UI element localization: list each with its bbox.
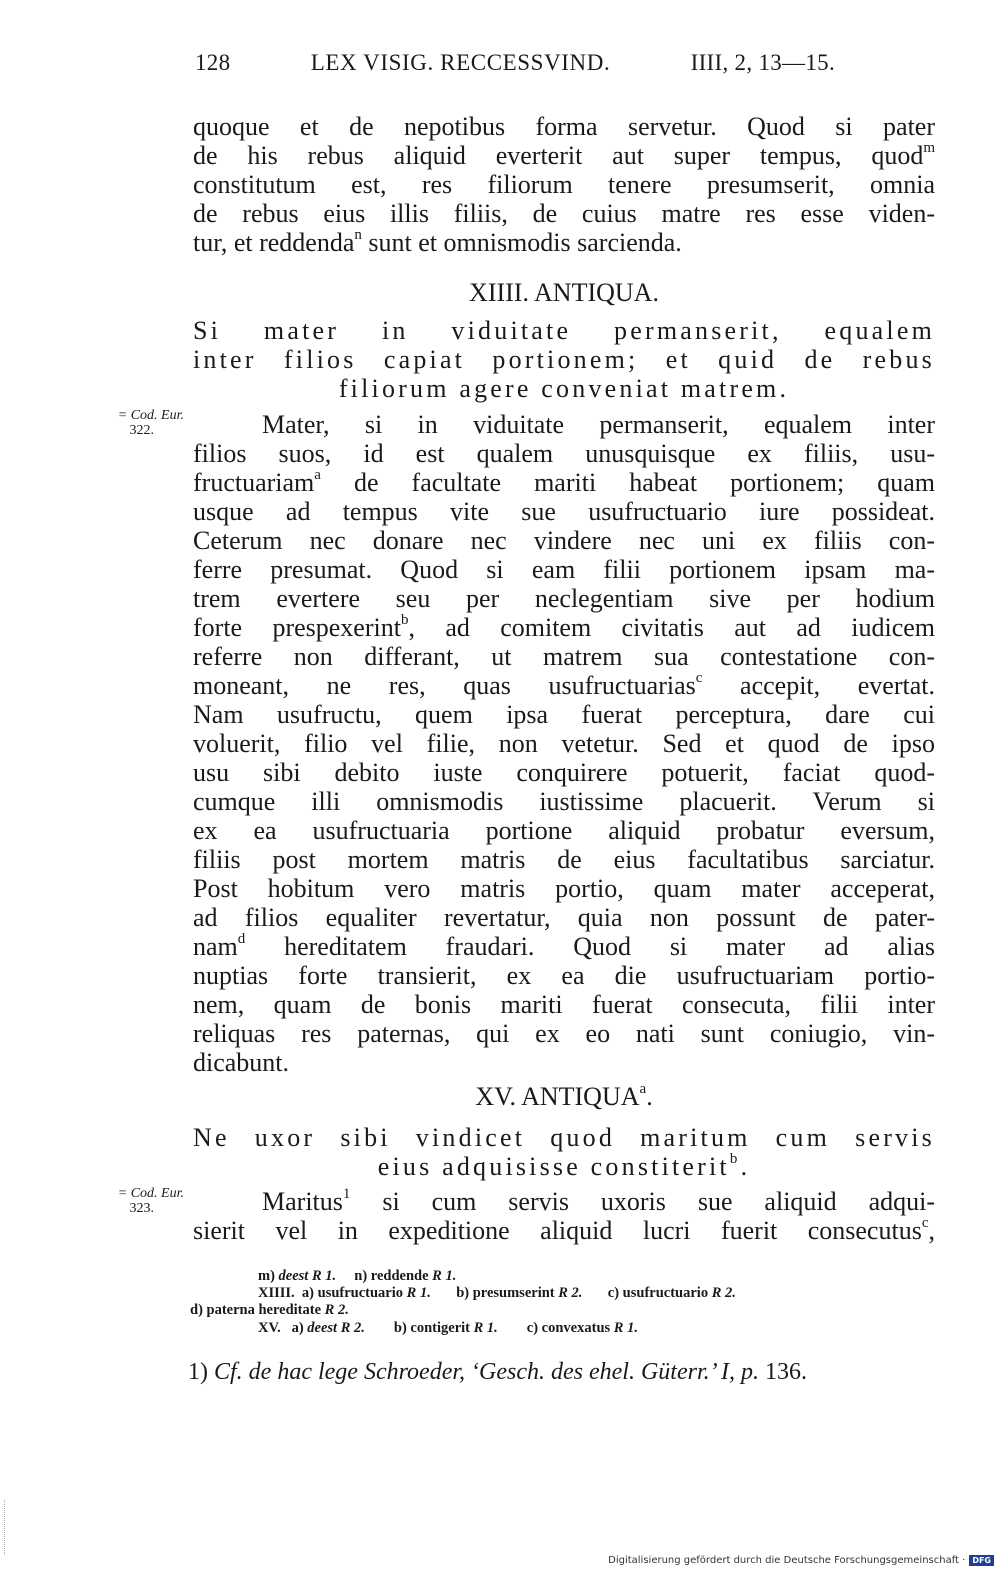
rubric-line: Si mater in viduitate permanserit, equalem bbox=[193, 316, 935, 345]
footnote-mark: a bbox=[639, 1081, 647, 1098]
text-line: referre non differant, ut matrem sua contestatione con- bbox=[193, 642, 935, 671]
rubric-line: Ne uxor sibi vindicet quod maritum cum servis bbox=[193, 1123, 935, 1152]
text-line: Nam usufructu, quem ipsa fuerat perceptura, dare cui bbox=[193, 700, 935, 729]
text-line: Mater, si in viduitate permanserit, equalem inter bbox=[262, 410, 935, 439]
credit-text: Digitalisierung gefördert durch die Deutsche Forschungsgemeinschaft · bbox=[608, 1555, 966, 1566]
text-line: constitutum est, res filiorum tenere presumserit, omnia bbox=[193, 170, 935, 199]
footnote-mark: a bbox=[314, 467, 321, 484]
text-line: nam$^d$ hereditatem fraudari. Quod si mater ad alias bbox=[193, 931, 935, 961]
text-line: fructuariam$^a$ de facultate mariti habeat portionem; quam bbox=[193, 467, 935, 497]
text-line: filiis post mortem matris de eius facultatibus sarciatur. bbox=[193, 845, 935, 874]
section-heading-15: XV. ANTIQUA$^a$. bbox=[475, 1081, 653, 1111]
text-line: Post hobitum vero matris portio, quam mater acceperat, bbox=[193, 874, 935, 903]
apparatus-line: d) paterna hereditate R 2. bbox=[190, 1302, 349, 1318]
text-line: trem evertere seu per neclegentiam sive per hodium bbox=[193, 584, 935, 613]
text-line: cumque illi omnismodis iustissime placuerit. Verum si bbox=[193, 787, 935, 816]
footnote-1 bbox=[188, 1358, 807, 1386]
text-line: usque ad tempus vite sue usufructuario iure possideat. bbox=[193, 497, 935, 526]
apparatus-line: m) deest R 1. n) reddende R 1. bbox=[258, 1268, 457, 1284]
text-line: dicabunt. bbox=[193, 1048, 290, 1077]
text-line: quoque et de nepotibus forma servetur. Quod si pater bbox=[193, 112, 935, 141]
text-line: tur, et reddenda$^n$ sunt et omnismodis sarcienda. bbox=[193, 227, 682, 257]
footnote-mark: 1 bbox=[342, 1186, 351, 1203]
footnote-mark: m bbox=[923, 140, 935, 157]
footnote-mark: b bbox=[729, 1151, 741, 1168]
text-line: usu sibi debito iuste conquirere potuerit, faciat quod- bbox=[193, 758, 935, 787]
margin-reference-322: = Cod. Eur. 322. bbox=[117, 408, 184, 438]
footnote-mark: n bbox=[354, 227, 362, 244]
text-line: ad filios equaliter revertatur, quia non possunt de pater- bbox=[193, 903, 935, 932]
digitization-credit bbox=[608, 1555, 994, 1566]
rubric-line: eius adquisisse constiterit$^b$. bbox=[377, 1151, 751, 1181]
text-line: ferre presumat. Quod si eam filii portionem ipsam ma- bbox=[193, 555, 935, 584]
text-line: voluerit, filio vel filie, non vetetur. Sed et quod de ipso bbox=[193, 729, 935, 758]
text-line: moneant, ne res, quas usufructuarias$^c$ accepit, evertat. bbox=[193, 670, 935, 700]
running-header bbox=[195, 50, 835, 76]
page-number: 128 bbox=[195, 50, 231, 75]
section-reference: IIII, 2, 13—15. bbox=[690, 50, 835, 75]
footnote-page: 136. bbox=[764, 1359, 807, 1385]
rubric-line: inter filios capiat portionem; et quid de rebus bbox=[193, 345, 935, 374]
section-heading-14: XIIII. ANTIQUA. bbox=[469, 278, 659, 307]
text-line: de his rebus aliquid everterit aut super tempus, quod$^m$ bbox=[193, 140, 935, 170]
apparatus-line: XIIII. a) usufructuario R 1. b) presumserint R 2. c) usufructuario R 2. bbox=[258, 1285, 736, 1301]
footnote-text: Cf. de hac lege Schroeder, ‘Gesch. des ehel. Güterr.’ I, p. bbox=[214, 1359, 759, 1385]
text-line: reliquas res paternas, qui ex eo nati sunt coniugio, vin- bbox=[193, 1019, 935, 1048]
apparatus-line: XV. a) deest R 2. b) contigerit R 1. c) convexatus R 1. bbox=[258, 1320, 638, 1336]
text-line: filios suos, id est qualem unusquisque ex filiis, usu- bbox=[193, 439, 935, 468]
rubric-line: filiorum agere conveniat matrem. bbox=[338, 374, 790, 403]
footnote-mark: d bbox=[237, 931, 246, 948]
running-title: LEX VISIG. RECCESSVIND. bbox=[310, 50, 611, 75]
text-line: nem, quam de bonis mariti fuerat consecuta, filii inter bbox=[193, 990, 935, 1019]
text-line: nuptias forte transierit, ex ea die usufructuariam portio- bbox=[193, 961, 935, 990]
page-edge-mark bbox=[4, 1500, 19, 1555]
text-line: forte prespexerint$^b$, ad comitem civitatis aut ad iudicem bbox=[193, 612, 935, 642]
text-line: de rebus eius illis filiis, de cuius matre res esse viden- bbox=[193, 199, 935, 228]
text-line: sierit vel in expeditione aliquid lucri fuerit consecutus$^c$, bbox=[193, 1215, 935, 1245]
footnote-mark: c bbox=[921, 1215, 929, 1232]
footnote-mark: c bbox=[695, 670, 703, 687]
footnote-mark: b bbox=[400, 612, 409, 629]
text-line: Ceterum nec donare nec vindere nec uni ex filiis con- bbox=[193, 526, 935, 555]
dfg-logo: DFG bbox=[969, 1555, 994, 1566]
text-line: ex ea usufructuaria portione aliquid probatur eversum, bbox=[193, 816, 935, 845]
margin-reference-323: = Cod. Eur. 323. bbox=[117, 1186, 184, 1216]
text-line: Maritus$^1$ si cum servis uxoris sue aliquid adqui- bbox=[262, 1186, 935, 1216]
footnote-number: 1) bbox=[188, 1359, 208, 1385]
